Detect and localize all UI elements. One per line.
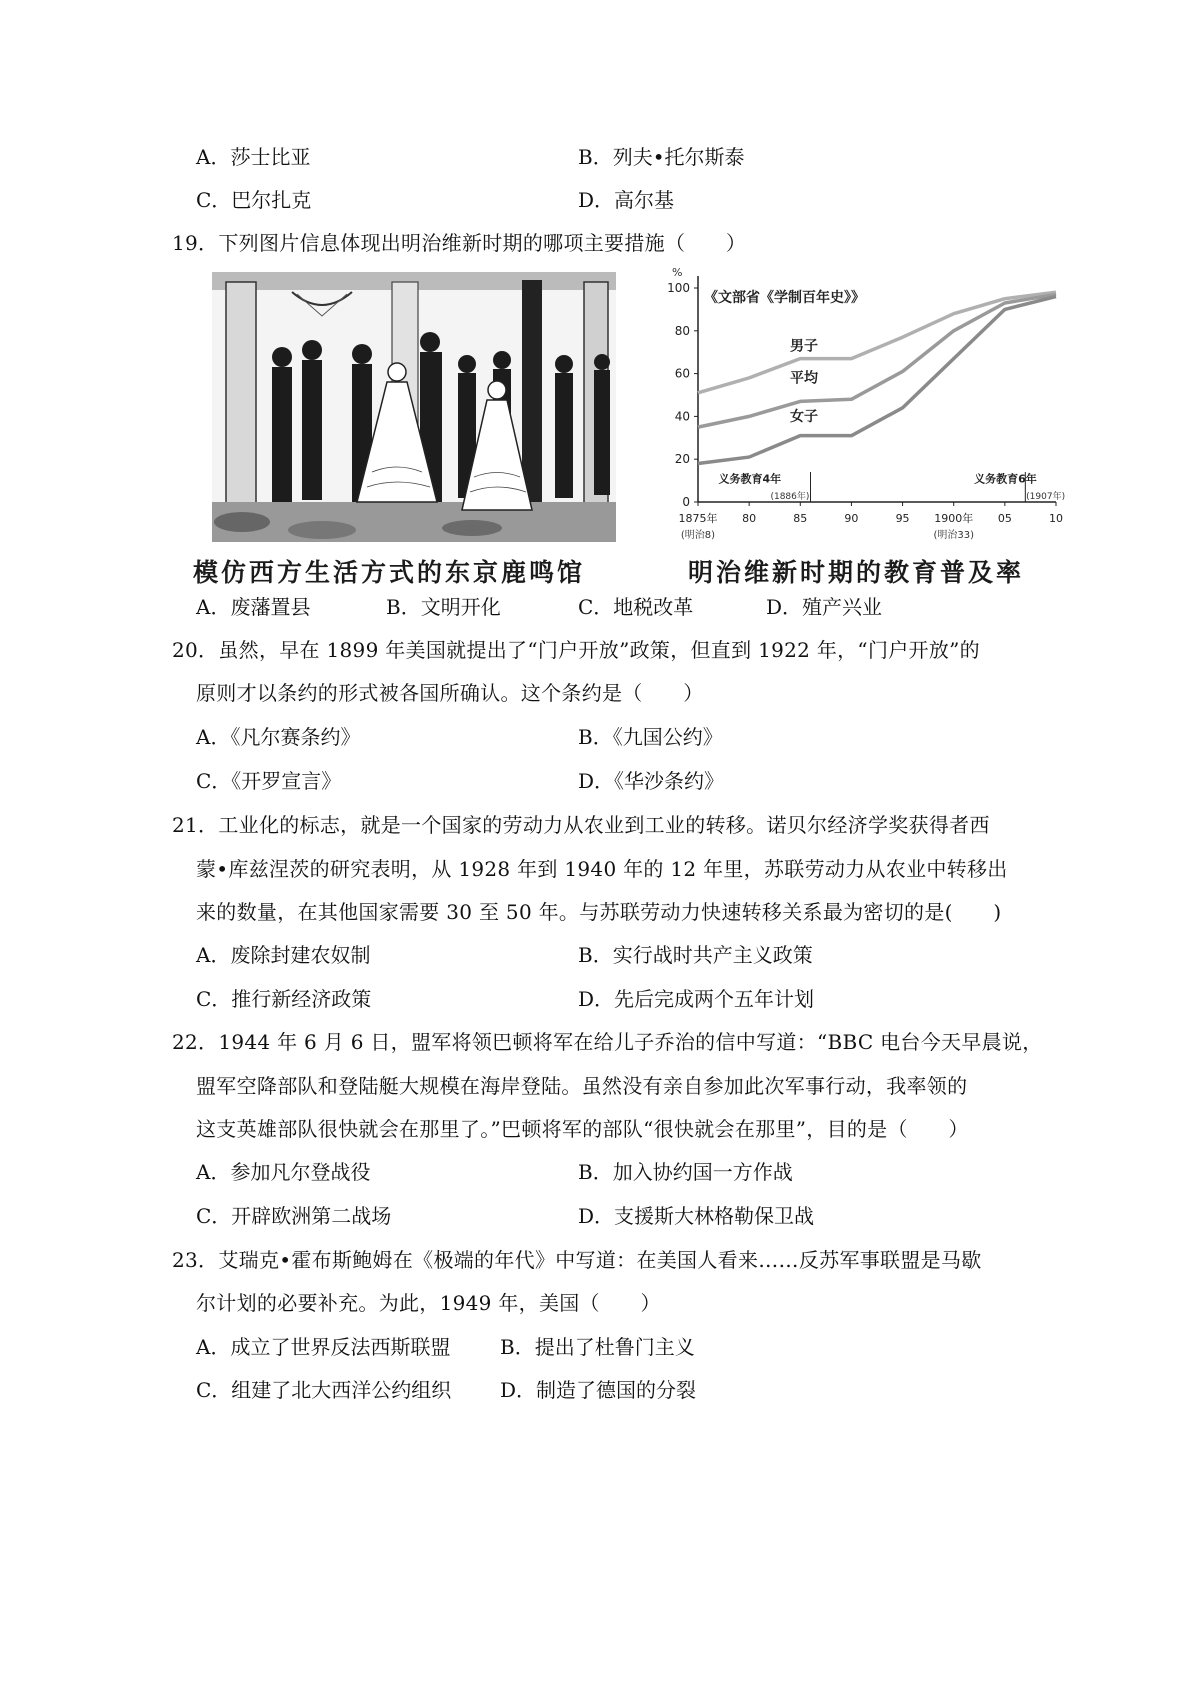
q19-stem: 19．下列图片信息体现出明治维新时期的哪项主要措施（ ） bbox=[172, 231, 747, 255]
q22-stem-line3: 这支英雄部队很快就会在那里了。”巴顿将军的部队“很快就会在那里”，目的是（ ） bbox=[196, 1117, 969, 1141]
q18-option-c[interactable]: C．巴尔扎克 bbox=[196, 188, 312, 212]
q22-stem-line2: 盟军空降部队和登陆艇大规模在海岸登陆。虽然没有亲自参加此次军事行动，我率领的 bbox=[196, 1074, 968, 1098]
chart-x-sub-label: (明治8) bbox=[680, 530, 716, 541]
q22-option-b[interactable]: B．加入协约国一方作战 bbox=[578, 1160, 793, 1184]
chart-y-tick-label: 20 bbox=[674, 452, 690, 467]
chart-y-unit: % bbox=[672, 266, 683, 279]
chart-title: 《文部省《学制百年史》》 bbox=[704, 290, 865, 306]
q21-option-d[interactable]: D．先后完成两个五年计划 bbox=[578, 987, 815, 1011]
q22-option-c[interactable]: C．开辟欧洲第二战场 bbox=[196, 1204, 392, 1228]
chart-x-tick-label: 80 bbox=[742, 512, 757, 525]
chart-x-tick-label: 1875年 bbox=[678, 512, 718, 525]
chart-annotation-sublabel: (1907年) bbox=[1026, 491, 1066, 502]
q20-option-d[interactable]: D．《华沙条约》 bbox=[578, 769, 725, 793]
chart-series-line bbox=[698, 292, 1056, 393]
q19-option-d[interactable]: D．殖产兴业 bbox=[766, 595, 883, 619]
chart-x-tick-label: 95 bbox=[895, 512, 910, 525]
chart-x-tick-label: 1900年 bbox=[934, 512, 974, 525]
q21-stem-line3: 来的数量，在其他国家需要 30 至 50 年。与苏联劳动力快速转移关系最为密切的是( ) bbox=[196, 900, 1002, 924]
q22-stem-line1: 22．1944 年 6 月 6 日，盟军将领巴顿将军在给儿子乔治的信中写道：“BBC 电台今天早晨说， bbox=[172, 1030, 1043, 1054]
chart-series-line bbox=[698, 294, 1056, 427]
q23-option-a[interactable]: A．成立了世界反法西斯联盟 bbox=[196, 1335, 451, 1359]
q20-option-a[interactable]: A．《凡尔赛条约》 bbox=[196, 725, 361, 749]
chart-x-tick-label: 10 bbox=[1049, 512, 1063, 525]
education-rate-chart bbox=[652, 262, 1066, 552]
chart-series-label: 平均 bbox=[790, 370, 819, 387]
chart-x-sub-label: (明治33) bbox=[933, 530, 974, 541]
q22-option-d[interactable]: D．支援斯大林格勒保卫战 bbox=[578, 1204, 815, 1228]
chart-y-tick-label: 40 bbox=[674, 409, 690, 424]
q22-option-a[interactable]: A．参加凡尔登战役 bbox=[196, 1160, 371, 1184]
chart-x-tick-label: 90 bbox=[844, 512, 859, 525]
figure-left-caption: 模仿西方生活方式的东京鹿鸣馆 bbox=[193, 558, 586, 587]
q20-stem-line1: 20．虽然，早在 1899 年美国就提出了“门户开放”政策，但直到 1922 年，“门户开放”的 bbox=[172, 638, 980, 662]
chart-y-tick-label: 0 bbox=[682, 495, 690, 509]
q20-option-b[interactable]: B．《九国公约》 bbox=[578, 725, 723, 749]
q21-stem-line1: 21．工业化的标志，就是一个国家的劳动力从农业到工业的转移。诺贝尔经济学奖获得者西 bbox=[172, 813, 990, 837]
chart-annotation-label: 义务教育4年 bbox=[718, 472, 782, 486]
q19-option-b[interactable]: B．文明开化 bbox=[386, 595, 501, 619]
q23-stem-line1: 23．艾瑞克•霍布斯鲍姆在《极端的年代》中写道：在美国人看来……反苏军事联盟是马歇 bbox=[172, 1248, 982, 1272]
chart-series-line bbox=[698, 297, 1056, 464]
q23-option-b[interactable]: B．提出了杜鲁门主义 bbox=[500, 1335, 695, 1359]
q21-option-a[interactable]: A．废除封建农奴制 bbox=[196, 943, 371, 967]
q20-stem-line2: 原则才以条约的形式被各国所确认。这个条约是（ ） bbox=[196, 681, 704, 705]
chart-series-label: 女子 bbox=[790, 409, 819, 426]
chart-annotation-label: 义务教育6年 bbox=[974, 472, 1037, 486]
q21-option-b[interactable]: B．实行战时共产主义政策 bbox=[578, 943, 813, 967]
q18-option-b[interactable]: B．列夫•托尔斯泰 bbox=[578, 145, 745, 169]
q19-option-c[interactable]: C．地税改革 bbox=[578, 595, 694, 619]
chart-y-tick-label: 80 bbox=[674, 323, 690, 338]
q23-option-c[interactable]: C．组建了北大西洋公约组织 bbox=[196, 1378, 452, 1402]
chart-y-tick-label: 100 bbox=[667, 281, 690, 295]
q20-option-c[interactable]: C．《开罗宣言》 bbox=[196, 769, 342, 793]
q18-option-d[interactable]: D．高尔基 bbox=[578, 188, 675, 212]
chart-x-tick-label: 85 bbox=[793, 512, 808, 525]
rokumeikan-illustration bbox=[212, 272, 616, 542]
chart-x-tick-label: 05 bbox=[997, 512, 1012, 525]
chart-y-tick-label: 60 bbox=[674, 366, 690, 381]
chart-annotation-sublabel: (1886年) bbox=[770, 491, 810, 502]
q21-stem-line2: 蒙•库兹涅茨的研究表明，从 1928 年到 1940 年的 12 年里，苏联劳动力从农业中转移出 bbox=[196, 857, 1008, 881]
chart-series-label: 男子 bbox=[790, 338, 819, 355]
q21-option-c[interactable]: C．推行新经济政策 bbox=[196, 987, 372, 1011]
q23-stem-line2: 尔计划的必要补充。为此，1949 年，美国（ ） bbox=[196, 1291, 661, 1315]
q19-option-a[interactable]: A．废藩置县 bbox=[196, 595, 311, 619]
q18-option-a[interactable]: A．莎士比亚 bbox=[196, 145, 311, 169]
q23-option-d[interactable]: D．制造了德国的分裂 bbox=[500, 1378, 697, 1402]
figure-right-caption: 明治维新时期的教育普及率 bbox=[688, 558, 1025, 587]
